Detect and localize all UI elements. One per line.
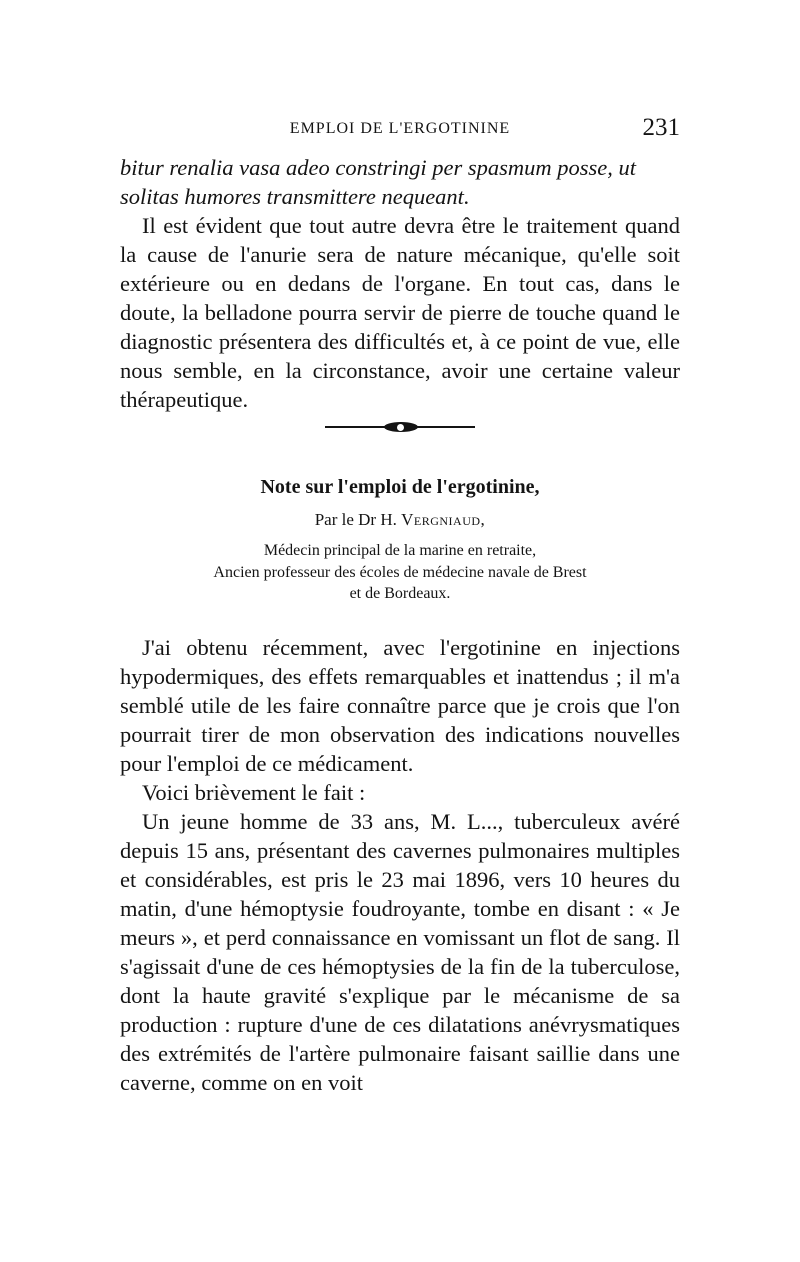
byline-prefix: Par le Dr H. [314, 510, 397, 529]
page-number: 231 [642, 114, 680, 141]
latin-quote-line-1: bitur renalia vasa adeo constringi per spasmum posse, ut [120, 155, 637, 180]
latin-quote-line-2: solitas humores transmittere nequeant. [120, 184, 470, 209]
body-paragraph-1: J'ai obtenu récemment, avec l'ergotinine en injections hypodermiques, des effets remarquables et inattendus ; il m'a semblé utile de les faire connaître parce que je crois que l'on pourrait tirer de mon observation des indications nouvelles pour l'emploi de ce médicament. [120, 635, 680, 776]
author-byline [120, 510, 680, 530]
divider-dot-icon [397, 424, 404, 431]
closing-paragraph [120, 211, 680, 414]
note-body [120, 633, 680, 1097]
page-header [120, 114, 680, 148]
affiliation-line-2: Ancien professeur des écoles de médecine navale de Brest [213, 564, 587, 581]
note-title: Note sur l'emploi de l'ergotinine, [260, 476, 540, 498]
affiliation-line-3: et de Bordeaux. [349, 585, 451, 602]
running-title: EMPLOI DE L'ERGOTININE [289, 120, 511, 137]
body-paragraph-3: Un jeune homme de 33 ans, M. L..., tuberculeux avéré depuis 15 ans, présentant des cavernes pulmonaires multiples et considérables, est pris le 23 mai 1896, vers 10 heures du matin, d'une hémoptysie foudroyante, tombe en disant : « Je meurs », et perd connaissance en vomissant un flot de sang. Il s'agissait d'une de ces hémoptysies de la fin de la tuberculose, dont la haute gravité s'explique par le mécanisme de sa production : rupture d'une de ces dilatations anévrysmatiques des extrémités de l'artère pulmonaire faisant saillie dans une caverne, comme on en voit [120, 809, 680, 1095]
section-divider [0, 422, 800, 432]
author-name: Vergniaud, [401, 510, 486, 529]
closing-paragraph-text: Il est évident que tout autre devra être le traitement quand la cause de l'anurie sera de nature mécanique, qu'elle soit extérieure ou en dedans de l'organe. En tout cas, dans le doute, la belladone pourra servir de pierre de touche quand le diagnostic présentera des difficultés et, à ce point de vue, elle nous semble, en la circonstance, avoir une certaine valeur thérapeutique. [120, 213, 680, 412]
body-paragraph-2: Voici brièvement le fait : [142, 780, 366, 805]
latin-quote [120, 153, 680, 211]
affiliation-line-1: Médecin principal de la marine en retraite, [263, 542, 537, 559]
